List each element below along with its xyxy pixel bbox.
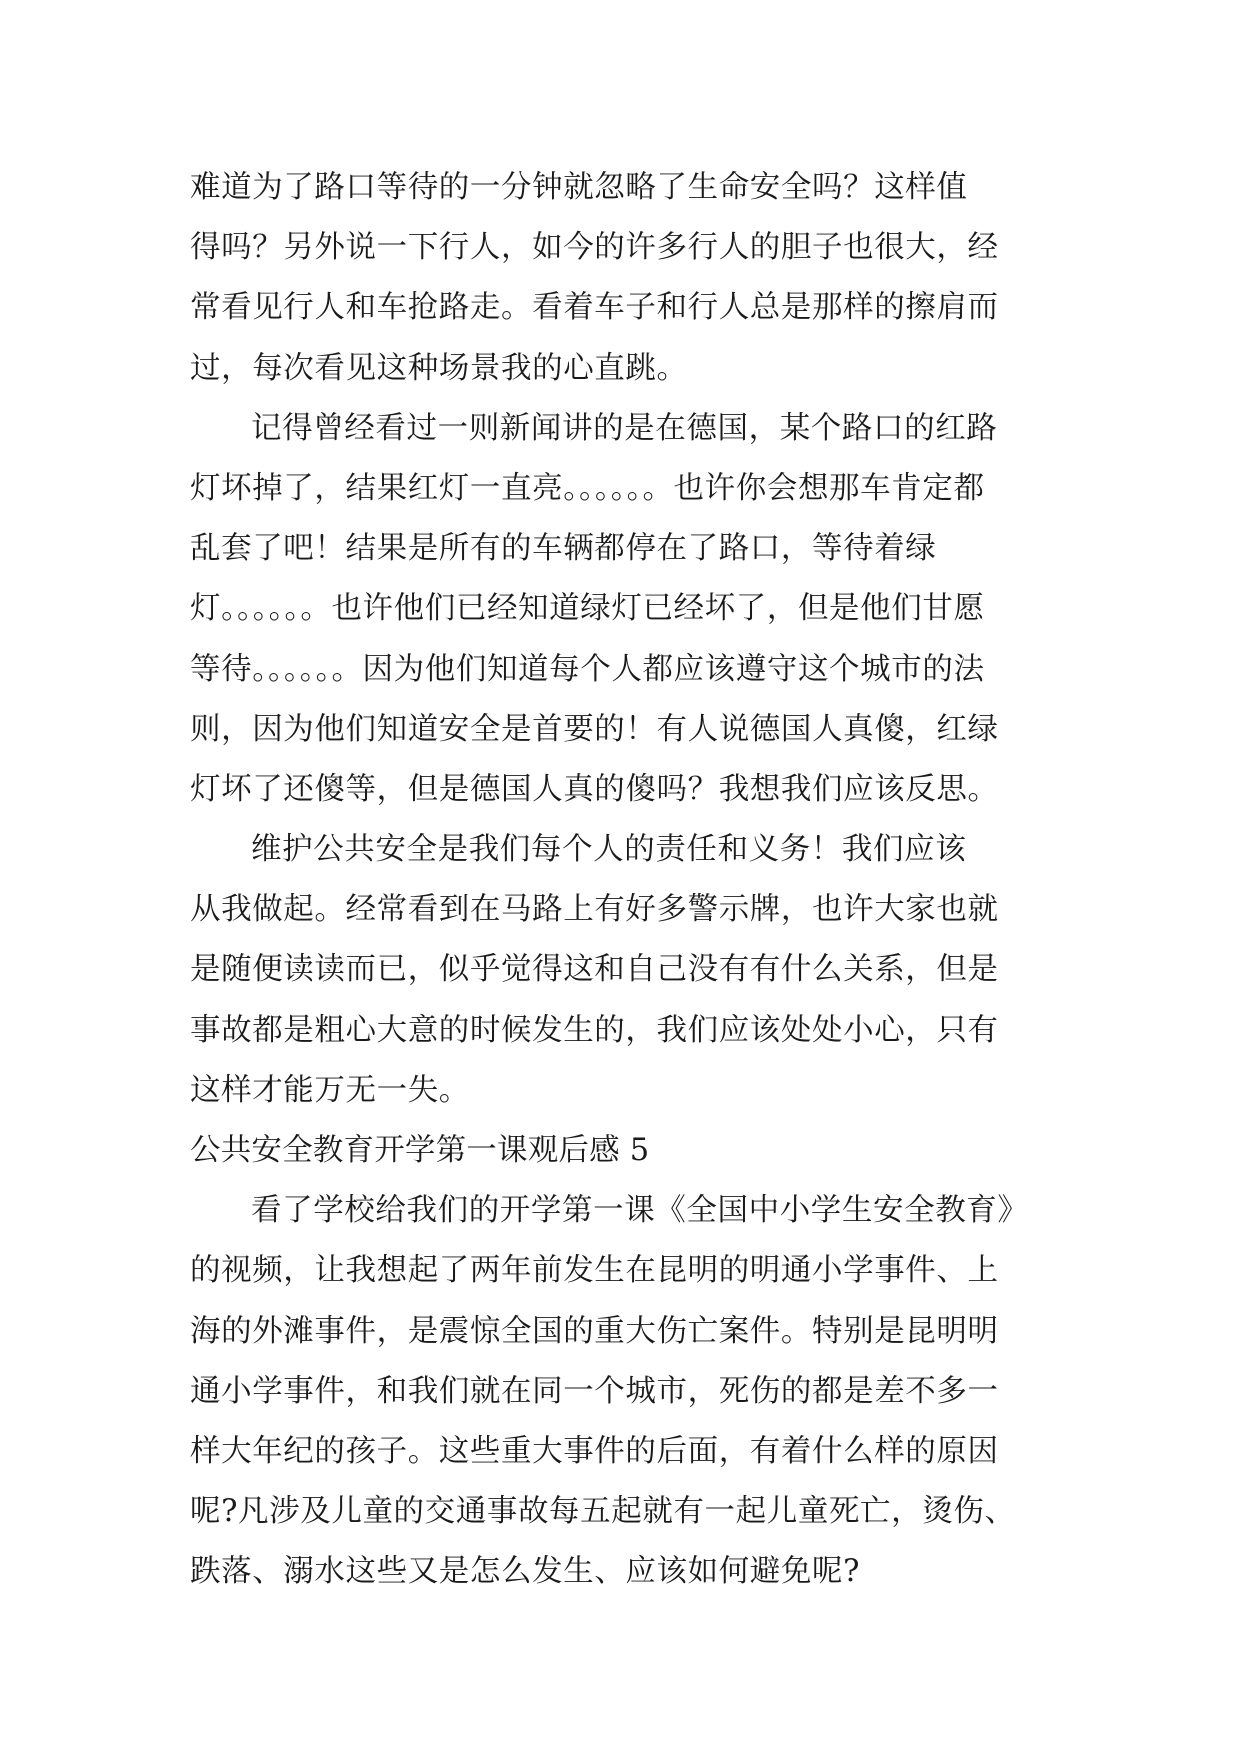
text-line: 灯坏了还傻等，但是德国人真的傻吗？我想我们应该反思。 xyxy=(190,771,999,807)
text-line: 样大年纪的孩子。这些重大事件的后面，有着什么样的原因 xyxy=(190,1433,999,1469)
text-line: 得吗？另外说一下行人，如今的许多行人的胆子也很大，经 xyxy=(190,230,999,266)
text-line: 记得曾经看过一则新闻讲的是在德国，某个路口的红路 xyxy=(251,410,998,446)
text-line: 是随便读读而已，似乎觉得这和自己没有有什么关系，但是 xyxy=(190,952,999,988)
paragraph-continuation xyxy=(190,158,1090,399)
text-line: 灯。。。。。。也许他们已经知道绿灯已经坏了，但是他们甘愿 xyxy=(190,591,985,627)
text-line: 过，每次看见这种场景我的心直跳。 xyxy=(190,350,688,386)
text-line: 这样才能万无一失。 xyxy=(190,1072,470,1108)
section-title: 公共安全教育开学第一课观后感 5 xyxy=(190,1133,650,1168)
text-line: 通小学事件，和我们就在同一个城市，死伤的都是差不多一 xyxy=(190,1373,999,1409)
text-line: 从我做起。经常看到在马路上有好多警示牌，也许大家也就 xyxy=(190,892,999,928)
text-line: 事故都是粗心大意的时候发生的，我们应该处处小心，只有 xyxy=(190,1012,999,1048)
paragraph-video xyxy=(190,1181,1090,1602)
text-line: 常看见行人和车抢路走。看着车子和行人总是那样的擦肩而 xyxy=(190,290,999,326)
text-line: 维护公共安全是我们每个人的责任和义务！我们应该 xyxy=(251,832,967,868)
text-line: 则，因为他们知道安全是首要的！有人说德国人真傻，红绿 xyxy=(190,711,999,747)
text-line: 等待。。。。。。因为他们知道每个人都应该遵守这个城市的法 xyxy=(190,651,985,687)
text-line: 难道为了路口等待的一分钟就忽略了生命安全吗？这样值 xyxy=(190,170,968,205)
text-line: 跌落、溺水这些又是怎么发生、应该如何避免呢? xyxy=(190,1554,861,1590)
paragraph-germany xyxy=(190,399,1090,820)
text-line: 灯坏掉了，结果红灯一直亮。。。。。。也许你会想那车肯定都 xyxy=(190,470,985,506)
text-line: 呢?凡涉及儿童的交通事故每五起就有一起儿童死亡，烫伤、 xyxy=(190,1494,1016,1530)
paragraph-public-safety xyxy=(190,820,1090,1121)
document-body xyxy=(190,158,1090,1603)
text-line: 的视频，让我想起了两年前发生在昆明的明通小学事件、上 xyxy=(190,1253,999,1289)
section-heading xyxy=(190,1121,1090,1181)
text-line: 乱套了吧！结果是所有的车辆都停在了路口，等待着绿 xyxy=(190,531,937,567)
text-line: 海的外滩事件，是震惊全国的重大伤亡案件。特别是昆明明 xyxy=(190,1313,999,1349)
text-line: 看了学校给我们的开学第一课《全国中小学生安全教育》 xyxy=(251,1193,1029,1229)
